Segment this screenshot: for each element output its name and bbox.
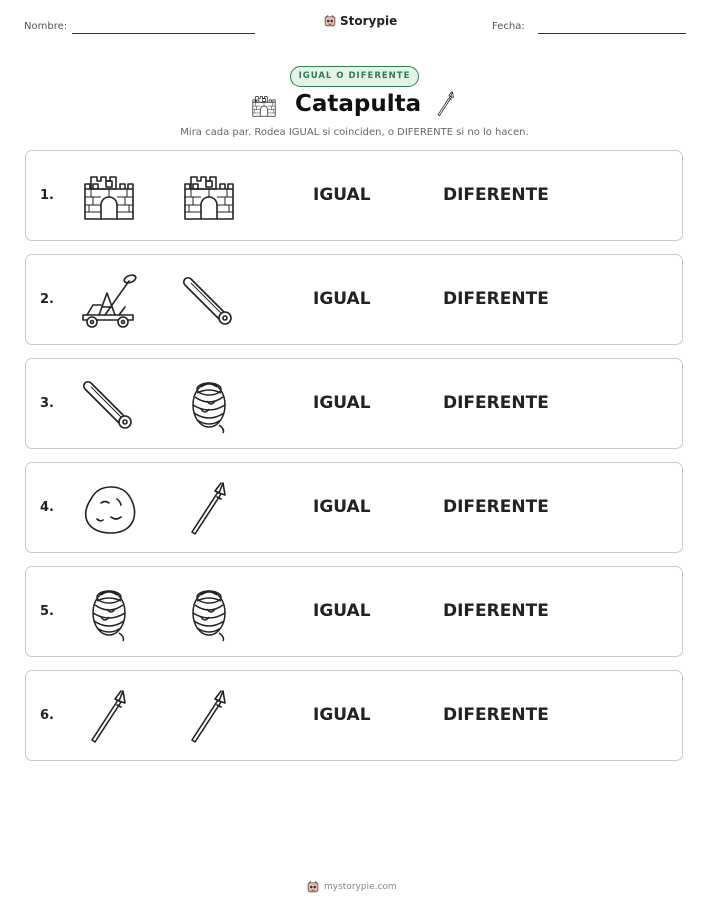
storypie-logo-icon bbox=[323, 14, 337, 28]
diferente-option[interactable]: DIFERENTE bbox=[443, 185, 549, 205]
exercise-row-4 bbox=[25, 462, 683, 553]
spear-icon bbox=[179, 687, 239, 747]
brand-name: Storypie bbox=[340, 14, 398, 28]
wooden-beam-icon bbox=[179, 271, 239, 331]
title-row bbox=[250, 88, 460, 124]
left-picture bbox=[79, 167, 139, 227]
row-number: 3. bbox=[40, 396, 54, 411]
rope-coil-icon bbox=[79, 583, 139, 643]
right-picture bbox=[179, 687, 239, 747]
footer bbox=[306, 880, 397, 894]
row-number: 1. bbox=[40, 188, 54, 203]
exercise-row-6 bbox=[25, 670, 683, 761]
diferente-option[interactable]: DIFERENTE bbox=[443, 393, 549, 413]
castle-icon bbox=[79, 167, 139, 227]
exercise-row-2 bbox=[25, 254, 683, 345]
castle-icon bbox=[250, 92, 278, 120]
diferente-option[interactable]: DIFERENTE bbox=[443, 601, 549, 621]
wooden-beam-icon bbox=[79, 375, 139, 435]
right-picture bbox=[179, 479, 239, 539]
brand bbox=[323, 14, 397, 28]
diferente-option[interactable]: DIFERENTE bbox=[443, 705, 549, 725]
left-picture bbox=[79, 271, 139, 331]
page-title: Catapulta bbox=[295, 91, 422, 117]
row-number: 6. bbox=[40, 708, 54, 723]
row-number: 5. bbox=[40, 604, 54, 619]
spear-icon bbox=[432, 90, 460, 118]
date-field-line[interactable] bbox=[538, 33, 686, 34]
right-picture bbox=[179, 375, 239, 435]
rope-coil-icon bbox=[179, 375, 239, 435]
name-field-line[interactable] bbox=[72, 33, 255, 34]
right-picture bbox=[179, 167, 239, 227]
storypie-logo-icon bbox=[306, 880, 320, 894]
exercise-row-5 bbox=[25, 566, 683, 657]
name-label: Nombre: bbox=[24, 21, 68, 32]
boulder-icon bbox=[79, 479, 139, 539]
igual-option[interactable]: IGUAL bbox=[313, 289, 371, 309]
diferente-option[interactable]: DIFERENTE bbox=[443, 497, 549, 517]
left-picture bbox=[79, 687, 139, 747]
activity-badge: IGUAL O DIFERENTE bbox=[290, 66, 419, 87]
igual-option[interactable]: IGUAL bbox=[313, 497, 371, 517]
castle-icon bbox=[179, 167, 239, 227]
left-picture bbox=[79, 375, 139, 435]
spear-icon bbox=[179, 479, 239, 539]
igual-option[interactable]: IGUAL bbox=[313, 393, 371, 413]
right-picture bbox=[179, 271, 239, 331]
date-label: Fecha: bbox=[492, 21, 525, 32]
instructions: Mira cada par. Rodea IGUAL si coinciden, o DIFERENTE si no lo hacen. bbox=[180, 127, 529, 138]
footer-url[interactable]: mystorypie.com bbox=[324, 882, 397, 892]
left-picture bbox=[79, 583, 139, 643]
igual-option[interactable]: IGUAL bbox=[313, 601, 371, 621]
diferente-option[interactable]: DIFERENTE bbox=[443, 289, 549, 309]
spear-icon bbox=[79, 687, 139, 747]
igual-option[interactable]: IGUAL bbox=[313, 705, 371, 725]
catapult-icon bbox=[79, 271, 139, 331]
row-number: 2. bbox=[40, 292, 54, 307]
right-picture bbox=[179, 583, 239, 643]
exercise-row-3 bbox=[25, 358, 683, 449]
exercise-row-1 bbox=[25, 150, 683, 241]
left-picture bbox=[79, 479, 139, 539]
rope-coil-icon bbox=[179, 583, 239, 643]
igual-option[interactable]: IGUAL bbox=[313, 185, 371, 205]
row-number: 4. bbox=[40, 500, 54, 515]
